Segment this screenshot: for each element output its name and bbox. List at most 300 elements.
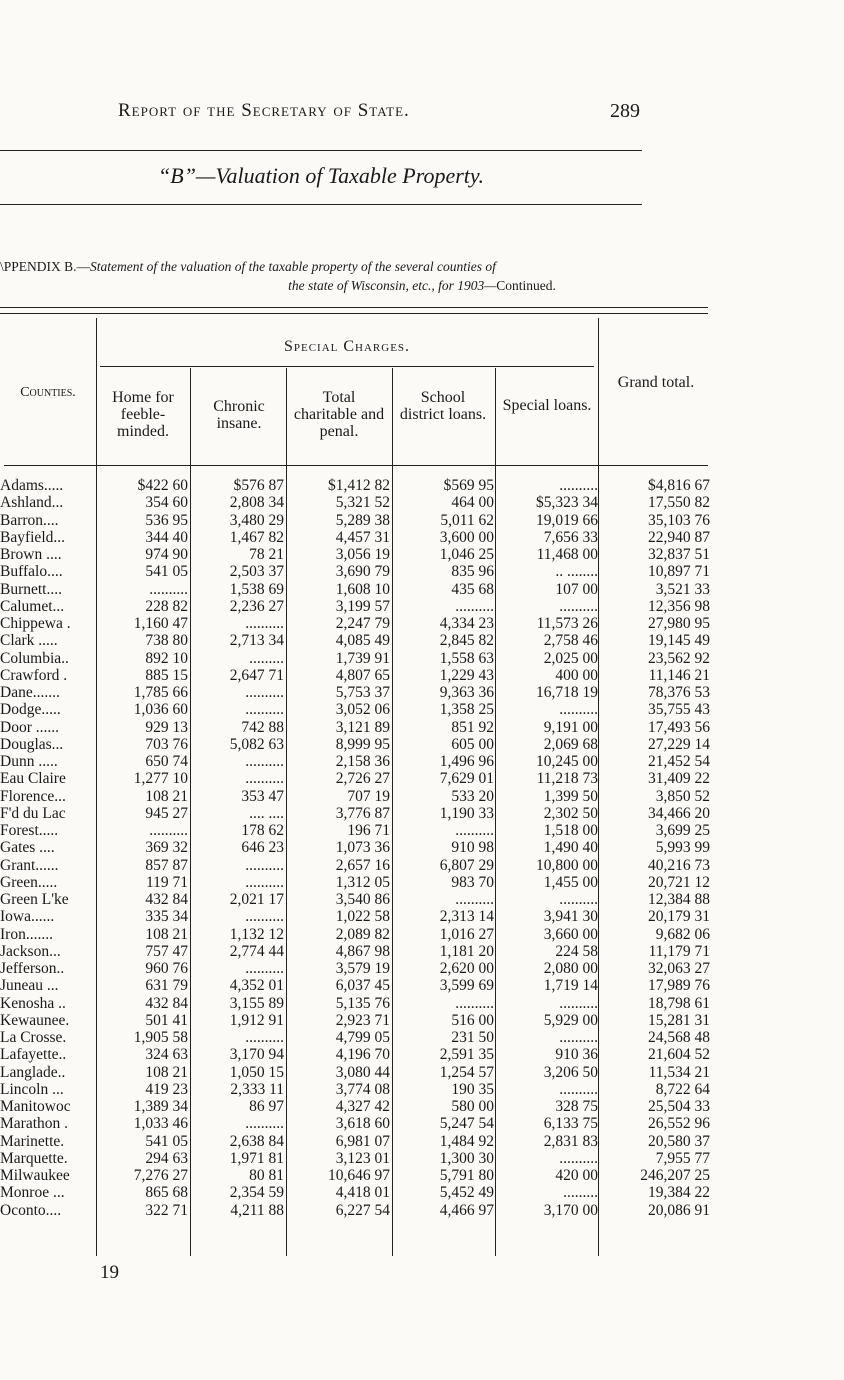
chronic-insane-cell: .......... [245,753,284,770]
table-row [0,684,844,701]
chronic-insane-cell: .......... [245,908,284,926]
grand-total-cell: 32,837 51 [648,546,710,563]
footer-signature: 19 [100,1262,119,1283]
grand-total-cell: 25,504 33 [648,1098,710,1115]
special-loans-cell: .......... [559,994,598,1012]
county-cell: Eau Claire [0,770,66,788]
table-row [0,477,844,494]
home-feeble-cell: 703 76 [145,735,188,753]
county-cell: Milwaukee [0,1167,70,1184]
county-cell: Marquette. [0,1149,68,1167]
special-loans-cell: 910 36 [555,1046,598,1064]
home-feeble-cell: 108 21 [145,925,188,943]
chronic-insane-cell: 353 47 [241,787,284,805]
school-loans-cell: 1,484 92 [439,1132,494,1150]
county-cell: Monroe ... [0,1184,65,1202]
home-feeble-cell: 541 05 [145,563,188,581]
chronic-insane-cell: 2,713 34 [229,632,284,650]
total-charitable-cell: 4,196 70 [335,1046,390,1064]
grand-total-cell: 11,179 71 [648,942,710,960]
grand-total-cell: 27,229 14 [648,735,710,753]
home-feeble-cell: 536 95 [145,511,188,529]
table-row [0,1115,844,1132]
total-charitable-cell: 5,321 52 [335,494,390,512]
school-loans-cell: 1,358 25 [439,701,494,719]
grand-total-cell: 20,721 12 [648,873,710,891]
chronic-insane-cell: .......... [245,1115,284,1133]
total-charitable-cell: 3,056 19 [335,546,390,563]
grand-total-cell: 35,755 43 [648,701,710,719]
school-loans-cell: .......... [455,994,494,1012]
table-top-rule-1 [0,307,708,308]
school-loans-cell: 5,011 62 [440,511,494,529]
total-charitable-cell: 3,690 79 [335,563,390,581]
school-loans-cell: 1,300 30 [439,1149,494,1167]
chronic-insane-cell: .......... [245,960,284,977]
total-charitable-cell: 3,540 86 [335,891,390,908]
grand-total-cell: 21,604 52 [648,1046,710,1064]
table-row [0,529,844,546]
home-feeble-cell: 294 63 [145,1149,188,1167]
school-loans-cell: 516 00 [451,1011,494,1029]
county-cell: Dane....... [0,684,60,701]
chronic-insane-cell: 2,647 71 [229,666,284,684]
grand-total-cell: 31,409 22 [648,770,710,788]
chronic-insane-cell: 2,021 17 [229,891,284,908]
total-charitable-cell: 4,807 65 [335,666,390,684]
grand-total-cell: 17,493 56 [648,718,710,736]
table-row [0,1081,844,1098]
grand-total-cell: 18,798 61 [648,994,710,1012]
special-loans-cell: 1,518 00 [543,822,598,839]
home-feeble-cell: 119 71 [145,873,188,891]
caption-line2-italic: the state of Wisconsin, etc., for 1903— [288,278,497,293]
special-loans-cell: 6,133 75 [543,1115,598,1133]
special-loans-cell: 19,019 66 [536,511,598,529]
home-feeble-cell: 1,160 47 [133,615,188,632]
county-cell: Douglas... [0,735,64,753]
total-charitable-cell: 3,579 19 [335,960,390,977]
total-charitable-cell: 1,022 58 [335,908,390,926]
county-cell: Kewaunee. [0,1011,70,1029]
grand-total-cell: $4,816 67 [648,477,710,494]
grand-total-cell: 8,722 64 [655,1080,710,1098]
grand-total-cell: 15,281 31 [648,1011,710,1029]
school-loans-cell: 2,620 00 [439,960,494,977]
grand-total-cell: 24,568 48 [648,1029,710,1046]
county-cell: Dunn ..... [0,753,58,770]
county-cell: Ashland... [0,494,64,512]
special-loans-cell: .......... [559,891,598,908]
total-charitable-cell: 4,867 98 [335,942,390,960]
chronic-insane-cell: .......... [245,1029,284,1046]
subtitle-rule [0,204,642,205]
chronic-insane-cell: 3,480 29 [229,511,284,529]
school-loans-cell: .......... [455,597,494,615]
total-charitable-cell: 6,037 45 [335,977,390,995]
chronic-insane-cell: ......... [249,649,284,667]
home-feeble-header: Home for feeble-minded. [112,389,174,440]
chronic-insane-cell: .......... [245,770,284,788]
grand-total-cell: 5,993 99 [655,839,710,857]
grand-total-cell: 20,086 91 [648,1201,710,1219]
total-charitable-cell: 3,776 87 [335,804,390,822]
county-cell: La Crosse. [0,1029,67,1046]
chronic-insane-cell: 1,467 82 [229,528,284,546]
total-charitable-cell: 5,289 38 [335,511,390,529]
county-cell: Oconto.... [0,1201,62,1219]
table-row [0,822,844,839]
table-row [0,546,844,563]
school-loans-cell: $569 95 [443,477,494,494]
county-cell: Buffalo.... [0,563,63,581]
special-loans-cell: .......... [559,1149,598,1167]
county-cell: Forest..... [0,822,59,839]
chronic-insane-cell: 1,050 15 [229,1063,284,1081]
special-loans-cell: 7,656 33 [543,528,598,546]
special-loans-cell: ......... [563,1184,598,1202]
chronic-insane-cell: 4,211 88 [230,1201,284,1219]
special-loans-cell: 3,206 50 [543,1063,598,1081]
school-loans-cell: 983 70 [451,873,494,891]
total-charitable-cell: 707 19 [347,787,390,805]
total-charitable-cell: 196 71 [347,822,390,839]
chronic-insane-cell: 3,155 89 [229,994,284,1012]
school-loans-cell: 435 68 [451,580,494,598]
grand-total-cell: 17,550 82 [648,494,710,512]
table-row [0,1150,844,1167]
table-row [0,1046,844,1063]
county-cell: Burnett.... [0,580,62,598]
special-charges-header: Special Charges. [283,338,411,355]
county-cell: Florence... [0,787,66,805]
chronic-insane-cell: .......... [245,615,284,632]
school-loans-cell: 4,334 23 [439,615,494,632]
top-rule [0,150,642,151]
caption-line-1 [0,259,496,275]
grand-total-cell: 11,146 21 [648,666,710,684]
total-charitable-cell: 3,618 60 [335,1115,390,1133]
chronic-insane-cell: 86 97 [249,1098,284,1115]
school-loans-cell: .......... [455,822,494,839]
chronic-insane-cell: 5,082 63 [229,735,284,753]
home-feeble-cell: 945 27 [145,804,188,822]
total-charitable-cell: 3,123 01 [335,1149,390,1167]
table-row [0,1012,844,1029]
table-row [0,977,844,994]
total-charitable-cell: 3,774 08 [335,1080,390,1098]
school-loans-cell: 1,496 96 [439,753,494,770]
total-charitable-cell: 2,923 71 [335,1011,390,1029]
chronic-insane-cell: 1,971 81 [229,1149,284,1167]
special-loans-cell: .......... [559,477,598,494]
special-loans-cell: 1,455 00 [543,873,598,891]
school-loans-header: School district loans. [399,389,487,423]
special-loans-cell: 1,399 50 [543,787,598,805]
chronic-insane-cell: .......... [245,701,284,719]
county-cell: Kenosha .. [0,994,66,1012]
grand-total-cell: 9,682 06 [655,925,710,943]
header-bottom-rule [4,465,708,466]
school-loans-cell: 6,807 29 [439,856,494,874]
school-loans-cell: 851 92 [451,718,494,736]
total-charitable-cell: 6,227 54 [335,1201,390,1219]
chronic-insane-cell: 1,912 91 [229,1011,284,1029]
table-row [0,857,844,874]
school-loans-cell: 5,791 80 [439,1167,494,1184]
chronic-insane-cell: 3,170 94 [229,1046,284,1064]
chronic-insane-cell: 178 62 [241,822,284,839]
grand-total-cell: 246,207 25 [640,1167,710,1184]
total-charitable-cell: 2,158 36 [335,753,390,770]
table-row [0,563,844,580]
special-loans-cell: 3,170 00 [543,1201,598,1219]
county-cell: F'd du Lac [0,804,66,822]
school-loans-cell: 1,254 57 [439,1063,494,1081]
school-loans-cell: 2,591 35 [439,1046,494,1064]
county-cell: Bayfield... [0,528,65,546]
chronic-insane-cell: .... .... [249,804,284,822]
home-feeble-cell: 369 32 [145,839,188,857]
home-feeble-cell: 324 63 [145,1046,188,1064]
caption-line-2 [0,278,844,294]
special-loans-cell: 2,758 46 [543,632,598,650]
table-row [0,788,844,805]
county-cell: Crawford . [0,666,68,684]
total-charitable-cell: 1,073 36 [335,839,390,857]
home-feeble-cell: 960 76 [145,960,188,977]
home-feeble-cell: 1,036 60 [133,701,188,719]
county-cell: Jefferson.. [0,960,65,977]
home-feeble-cell: 432 84 [145,994,188,1012]
table-row [0,736,844,753]
home-feeble-cell: 650 74 [145,753,188,770]
special-loans-cell: 420 00 [555,1167,598,1184]
county-cell: Adams..... [0,477,64,494]
chronic-insane-cell: 2,333 11 [230,1080,284,1098]
home-feeble-cell: 892 10 [145,649,188,667]
school-loans-cell: 3,600 00 [439,528,494,546]
county-cell: Clark ..... [0,632,58,650]
county-cell: Iowa...... [0,908,55,926]
special-loans-cell: .......... [559,1080,598,1098]
grand-total-cell: 27,980 95 [648,615,710,632]
school-loans-cell: 9,363 36 [439,684,494,701]
total-charitable-cell: 5,753 37 [335,684,390,701]
school-loans-cell: 1,046 25 [439,546,494,563]
school-loans-cell: 580 00 [451,1098,494,1115]
chronic-insane-cell: 2,808 34 [229,494,284,512]
table-row [0,701,844,718]
special-loans-cell: 400 00 [555,666,598,684]
chronic-insane-cell: .......... [245,684,284,701]
special-loans-cell: 16,718 19 [536,684,598,701]
special-loans-cell: .. ........ [555,563,598,581]
table-row [0,839,844,856]
chronic-insane-cell: 742 88 [241,718,284,736]
home-feeble-cell: 1,277 10 [133,770,188,788]
home-feeble-cell: 974 90 [145,546,188,563]
home-feeble-cell: 432 84 [145,891,188,908]
school-loans-cell: 1,016 27 [439,925,494,943]
special-loans-cell: 2,069 68 [543,735,598,753]
special-loans-cell: .......... [559,1029,598,1046]
table-row [0,598,844,615]
table-row [0,581,844,598]
home-feeble-cell: 419 23 [145,1080,188,1098]
special-charges-rule [100,366,594,367]
total-charitable-header: Total charitable and penal. [293,389,385,440]
school-loans-cell: 835 96 [451,563,494,581]
caption-prefix: \PPENDIX B.— [0,259,91,274]
table-row [0,874,844,891]
chronic-insane-cell: 80 81 [249,1167,284,1184]
grand-total-cell: 20,179 31 [648,908,710,926]
table-row [0,512,844,529]
grand-total-cell: 35,103 76 [648,511,710,529]
total-charitable-cell: 4,799 05 [335,1029,390,1046]
home-feeble-cell: 335 34 [145,908,188,926]
total-charitable-cell: 4,418 01 [335,1184,390,1202]
grand-total-cell: 19,384 22 [648,1184,710,1202]
home-feeble-cell: 1,905 58 [133,1029,188,1046]
table-top-rule-2 [0,313,708,314]
school-loans-cell: 231 50 [451,1029,494,1046]
grand-total-cell: 78,376 53 [648,684,710,701]
home-feeble-cell: 1,389 34 [133,1098,188,1115]
chronic-insane-cell: .......... [245,856,284,874]
table-row [0,943,844,960]
special-loans-cell: 11,468 00 [536,546,598,563]
special-loans-cell: 328 75 [555,1098,598,1115]
total-charitable-cell: 3,199 57 [335,597,390,615]
caption-line2-end: Continued. [496,278,556,293]
home-feeble-cell: 865 68 [145,1184,188,1202]
school-loans-cell: 1,190 33 [439,804,494,822]
school-loans-cell: 5,247 54 [439,1115,494,1133]
grand-total-cell: 12,384 88 [648,891,710,908]
table-row [0,770,844,787]
table-row [0,960,844,977]
table-row [0,1098,844,1115]
table-row [0,650,844,667]
school-loans-cell: 1,558 63 [439,649,494,667]
school-loans-cell: 190 35 [451,1080,494,1098]
home-feeble-cell: 108 21 [145,787,188,805]
chronic-insane-cell: 78 21 [249,546,284,563]
table-row [0,632,844,649]
home-feeble-cell: 354 60 [145,494,188,512]
county-cell: Manitowoc [0,1098,71,1115]
chronic-insane-cell: $576 87 [233,477,284,494]
total-charitable-cell: 2,726 27 [335,770,390,788]
total-charitable-cell: 3,052 06 [335,701,390,719]
home-feeble-cell: 929 13 [145,718,188,736]
grand-total-cell: 40,216 73 [648,856,710,874]
total-charitable-cell: 4,327 42 [335,1098,390,1115]
chronic-insane-cell: 2,354 59 [229,1184,284,1202]
special-loans-cell: $5,323 34 [536,494,598,512]
total-charitable-cell: $1,412 82 [328,477,390,494]
home-feeble-cell: 228 82 [145,597,188,615]
grand-total-cell: 22,940 87 [648,528,710,546]
grand-total-cell: 26,552 96 [648,1115,710,1133]
home-feeble-cell: .......... [149,822,188,839]
table-row [0,615,844,632]
county-cell: Chippewa . [0,615,71,632]
table-row [0,753,844,770]
table-row [0,995,844,1012]
total-charitable-cell: 3,121 89 [335,718,390,736]
grand-total-cell: 10,897 71 [648,563,710,581]
table-row [0,891,844,908]
school-loans-cell: 910 98 [451,839,494,857]
home-feeble-cell: 885 15 [145,666,188,684]
chronic-insane-header: Chronic insane. [213,398,265,432]
chronic-insane-cell: 646 23 [241,839,284,857]
total-charitable-cell: 1,312 05 [335,873,390,891]
special-loans-cell: 3,660 00 [543,925,598,943]
home-feeble-cell: 7,276 27 [133,1167,188,1184]
home-feeble-cell: 108 21 [145,1063,188,1081]
home-feeble-cell: 857 87 [145,856,188,874]
grand-total-cell: 20,580 37 [648,1132,710,1150]
running-head: Report of the Secretary of State. [118,100,410,121]
special-loans-header: Special loans. [502,397,592,414]
grand-total-cell: 11,534 21 [648,1063,710,1081]
home-feeble-cell: 1,033 46 [133,1115,188,1133]
table-row [0,1184,844,1201]
total-charitable-cell: 4,085 49 [335,632,390,650]
table-row [0,667,844,684]
school-loans-cell: 533 20 [451,787,494,805]
county-cell: Marathon . [0,1115,69,1133]
home-feeble-cell: 631 79 [145,977,188,995]
home-feeble-cell: 738 80 [145,632,188,650]
school-loans-cell: 4,466 97 [439,1201,494,1219]
county-cell: Calumet... [0,597,65,615]
county-cell: Door ...... [0,718,59,736]
grand-total-cell: 3,521 33 [655,580,710,598]
total-charitable-cell: 10,646 97 [328,1167,390,1184]
school-loans-cell: 7,629 01 [439,770,494,788]
home-feeble-cell: 1,785 66 [133,684,188,701]
school-loans-cell: 605 00 [451,735,494,753]
total-charitable-cell: 1,739 91 [335,649,390,667]
table-row [0,805,844,822]
special-loans-cell: 2,080 00 [543,960,598,977]
grand-total-cell: 32,063 27 [648,960,710,977]
table-row [0,1064,844,1081]
special-loans-cell: .......... [559,597,598,615]
county-cell: Marinette. [0,1132,65,1150]
special-loans-cell: 10,800 00 [536,856,598,874]
page-number: 289 [610,100,640,122]
special-loans-cell: 3,941 30 [543,908,598,926]
special-loans-cell: 224 58 [555,942,598,960]
grand-total-cell: 23,562 92 [648,649,710,667]
table-row [0,1029,844,1046]
grand-total-cell: 12,356 98 [648,597,710,615]
total-charitable-cell: 2,089 82 [335,925,390,943]
school-loans-cell: 1,181 20 [439,942,494,960]
subtitle: “B”—Valuation of Taxable Property. [158,163,484,188]
special-loans-cell: .......... [559,701,598,719]
county-cell: Jackson... [0,942,61,960]
special-loans-cell: 10,245 00 [536,753,598,770]
total-charitable-cell: 4,457 31 [335,528,390,546]
grand-total-cell: 3,850 52 [655,787,710,805]
